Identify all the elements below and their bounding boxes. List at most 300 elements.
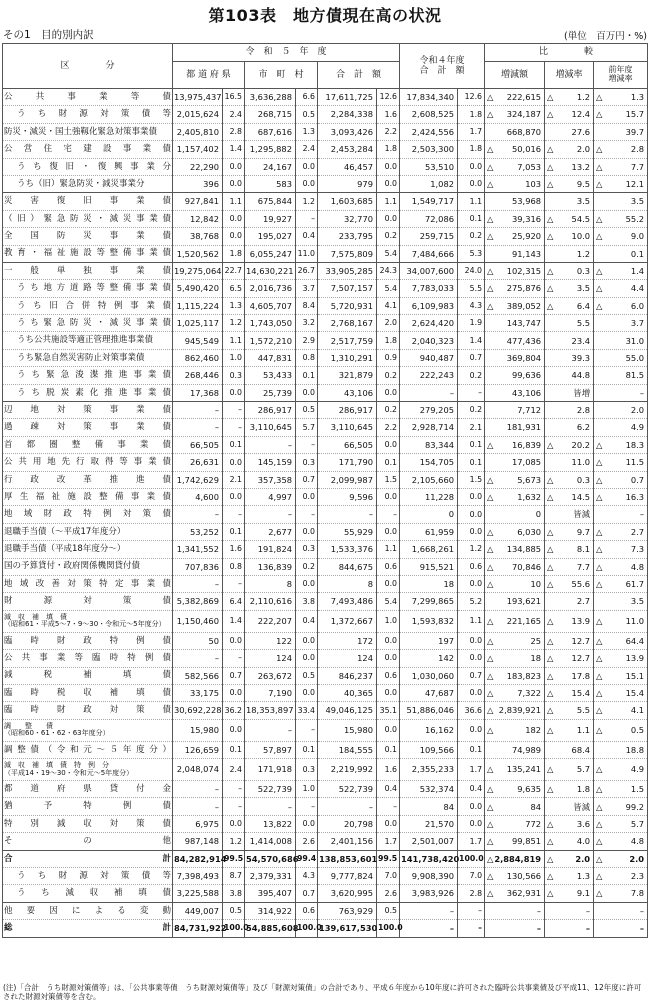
row-label: うち減収補填債 xyxy=(3,885,173,902)
compare-value: – xyxy=(585,923,591,934)
ratio-cell: – xyxy=(377,798,400,815)
compare-value: 4.8 xyxy=(630,836,645,847)
compare-value: 4.8 xyxy=(630,561,645,572)
ratio-cell: 100.0 xyxy=(223,920,245,937)
row-label: 地域財政特例対策債 xyxy=(3,506,173,523)
compare-value: 2.0 xyxy=(575,853,591,864)
compare-cell xyxy=(485,575,545,592)
compare-cell xyxy=(545,781,594,798)
compare-value: – xyxy=(639,509,645,520)
table-row xyxy=(3,541,648,558)
minus-triangle-icon: △ xyxy=(487,853,494,864)
compare-cell xyxy=(545,798,594,815)
row-label: 退職手当債（～平成17年度分） xyxy=(3,523,173,540)
compare-cell xyxy=(485,523,545,540)
compare-cell xyxy=(545,158,594,175)
compare-cell xyxy=(485,332,545,349)
minus-triangle-icon: △ xyxy=(547,265,554,276)
amount-cell: 1,549,717 xyxy=(400,193,458,210)
amount-cell: 915,521 xyxy=(400,558,458,575)
ratio-cell: 0.0 xyxy=(458,798,485,815)
amount-cell: 3,983,926 xyxy=(400,885,458,902)
compare-cell xyxy=(594,702,648,719)
ratio-cell: 0.4 xyxy=(377,781,400,798)
minus-triangle-icon: △ xyxy=(547,526,554,537)
ratio-cell: 0.2 xyxy=(458,367,485,384)
ratio-cell: – xyxy=(296,436,318,453)
amount-cell: 7,507,157 xyxy=(318,280,377,297)
minus-triangle-icon: △ xyxy=(596,687,603,698)
minus-triangle-icon: △ xyxy=(547,213,554,224)
table-row xyxy=(3,297,648,314)
ratio-cell: 1.2 xyxy=(458,541,485,558)
minus-triangle-icon: △ xyxy=(596,109,603,120)
amount-cell: 6,109,983 xyxy=(400,297,458,314)
ratio-cell: 22.7 xyxy=(223,262,245,279)
compare-cell xyxy=(545,262,594,279)
amount-cell: 2,110,616 xyxy=(245,593,296,610)
ratio-cell: 2.1 xyxy=(458,419,485,436)
amount-cell: 395,407 xyxy=(245,885,296,902)
amount-cell: 1,572,210 xyxy=(245,332,296,349)
table-row xyxy=(3,228,648,245)
amount-cell: 25,739 xyxy=(245,384,296,401)
ratio-cell: 1.1 xyxy=(377,541,400,558)
compare-value: 9.1 xyxy=(576,888,591,899)
compare-cell xyxy=(485,650,545,667)
compare-value: 772 xyxy=(525,818,542,829)
compare-cell xyxy=(594,575,648,592)
minus-triangle-icon: △ xyxy=(596,300,603,311)
ratio-cell: 0.6 xyxy=(296,902,318,919)
compare-value: 10 xyxy=(530,578,542,589)
minus-triangle-icon: △ xyxy=(547,561,554,572)
compare-cell xyxy=(485,175,545,192)
compare-cell xyxy=(485,610,545,632)
compare-value: 12.4 xyxy=(571,109,591,120)
ratio-cell: – xyxy=(296,506,318,523)
compare-cell xyxy=(485,141,545,158)
ratio-cell: 0.0 xyxy=(377,523,400,540)
amount-cell: 4,997 xyxy=(245,488,296,505)
ratio-cell: 0.0 xyxy=(458,175,485,192)
amount-cell: 109,566 xyxy=(400,741,458,758)
amount-cell: 46,457 xyxy=(318,158,377,175)
compare-cell xyxy=(485,902,545,919)
ratio-cell: 0.0 xyxy=(223,632,245,649)
amount-cell: 2,219,992 xyxy=(318,759,377,781)
compare-value: 2.0 xyxy=(629,853,645,864)
row-label: 防災・減災・国土強靱化緊急対策事業債 xyxy=(3,123,173,140)
table-row xyxy=(3,280,648,297)
ratio-cell: 0.2 xyxy=(458,228,485,245)
compare-cell xyxy=(545,667,594,684)
ratio-cell: 0.0 xyxy=(458,575,485,592)
compare-cell xyxy=(594,367,648,384)
compare-value: 134,885 xyxy=(506,544,542,555)
compare-value: 7,053 xyxy=(517,161,542,172)
amount-cell: 197 xyxy=(400,632,458,649)
compare-cell xyxy=(485,815,545,832)
ratio-cell: 0.1 xyxy=(458,210,485,227)
ratio-cell: 0.8 xyxy=(296,349,318,366)
table-row xyxy=(3,523,648,540)
amount-cell: 2,099,987 xyxy=(318,471,377,488)
amount-cell: 687,616 xyxy=(245,123,296,140)
ratio-cell: 0.0 xyxy=(377,210,400,227)
ratio-cell: 1.4 xyxy=(223,141,245,158)
compare-value: 91,143 xyxy=(512,248,542,259)
ratio-cell: 5.4 xyxy=(377,280,400,297)
row-label: 減 収 補 填 債 特 例 分 （平成14・19～30・令和元～5年度分） xyxy=(3,759,173,781)
amount-cell: 0 xyxy=(400,506,458,523)
ratio-cell: 2.8 xyxy=(223,123,245,140)
amount-cell: 61,959 xyxy=(400,523,458,540)
compare-value: 4.9 xyxy=(630,422,645,433)
compare-cell xyxy=(594,815,648,832)
amount-cell: 233,795 xyxy=(318,228,377,245)
amount-cell: 171,790 xyxy=(318,454,377,471)
minus-triangle-icon: △ xyxy=(596,853,603,864)
ratio-cell: 6.4 xyxy=(223,593,245,610)
amount-cell: 53,433 xyxy=(245,367,296,384)
minus-triangle-icon: △ xyxy=(487,616,494,627)
ratio-cell: 0.0 xyxy=(223,228,245,245)
compare-value: 7,322 xyxy=(517,687,542,698)
minus-triangle-icon: △ xyxy=(596,231,603,242)
compare-value: 102,315 xyxy=(506,265,542,276)
minus-triangle-icon: △ xyxy=(487,635,494,646)
compare-cell xyxy=(594,384,648,401)
amount-cell: 195,027 xyxy=(245,228,296,245)
table-row xyxy=(3,436,648,453)
ratio-cell: 5.3 xyxy=(458,245,485,262)
amount-cell: – xyxy=(318,506,377,523)
amount-cell: 447,831 xyxy=(245,349,296,366)
compare-value: 7.7 xyxy=(576,561,591,572)
amount-cell: 286,917 xyxy=(318,402,377,419)
amount-cell: 1,414,008 xyxy=(245,833,296,850)
compare-value: 3.5 xyxy=(630,596,645,607)
amount-cell: – xyxy=(245,506,296,523)
ratio-cell: 1.2 xyxy=(223,315,245,332)
amount-cell: 2,015,624 xyxy=(173,106,223,123)
compare-cell xyxy=(485,488,545,505)
compare-value: 2.0 xyxy=(630,405,645,416)
ratio-cell: 0.0 xyxy=(223,488,245,505)
row-label: 国の予算貸付・政府関係機関貸付債 xyxy=(3,558,173,575)
row-label: 調 整 債 （昭和60・61・62・63年度分） xyxy=(3,719,173,741)
compare-cell xyxy=(594,667,648,684)
row-label: 地域改善対策特定事業債 xyxy=(3,575,173,592)
compare-cell xyxy=(545,106,594,123)
ratio-cell: – xyxy=(458,920,485,937)
ratio-cell: 36.2 xyxy=(223,702,245,719)
compare-cell xyxy=(594,419,648,436)
amount-cell: 126,659 xyxy=(173,741,223,758)
table-row xyxy=(3,850,648,867)
compare-cell xyxy=(594,650,648,667)
minus-triangle-icon: △ xyxy=(596,144,603,155)
minus-triangle-icon: △ xyxy=(596,635,603,646)
amount-cell: 7,783,033 xyxy=(400,280,458,297)
table-row xyxy=(3,367,648,384)
compare-value: 10.0 xyxy=(571,231,591,242)
table-row xyxy=(3,488,648,505)
ratio-cell: 2.9 xyxy=(296,332,318,349)
ratio-cell: 0.1 xyxy=(377,741,400,758)
compare-value: 11.5 xyxy=(625,457,645,468)
compare-value: 324,187 xyxy=(506,109,542,120)
header-change: 増減額 xyxy=(485,62,545,89)
amount-cell: 138,853,601 xyxy=(318,850,377,867)
compare-cell xyxy=(594,315,648,332)
ratio-cell: 0.3 xyxy=(296,454,318,471)
amount-cell: 940,487 xyxy=(400,349,458,366)
header-category: 区 分 xyxy=(3,44,173,89)
compare-value: 135,241 xyxy=(506,764,542,775)
minus-triangle-icon: △ xyxy=(596,439,603,450)
amount-cell: 136,839 xyxy=(245,558,296,575)
minus-triangle-icon: △ xyxy=(487,439,494,450)
ratio-cell: 0.7 xyxy=(458,667,485,684)
compare-cell xyxy=(594,349,648,366)
ratio-cell: – xyxy=(296,719,318,741)
compare-cell xyxy=(594,719,648,741)
amount-cell: 24,167 xyxy=(245,158,296,175)
ratio-cell: 0.0 xyxy=(223,175,245,192)
minus-triangle-icon: △ xyxy=(547,871,554,882)
ratio-cell: 0.2 xyxy=(458,402,485,419)
compare-cell xyxy=(594,632,648,649)
compare-value: 12.1 xyxy=(625,179,645,189)
ratio-cell: 0.0 xyxy=(377,650,400,667)
compare-cell xyxy=(545,488,594,505)
ratio-cell: – xyxy=(296,210,318,227)
ratio-cell: 26.7 xyxy=(296,262,318,279)
row-label: 臨時財政対策債 xyxy=(3,702,173,719)
compare-value: 17,085 xyxy=(512,457,542,468)
ratio-cell: 0.0 xyxy=(377,575,400,592)
compare-value: 43,106 xyxy=(512,387,542,398)
compare-value: 2.8 xyxy=(630,144,645,155)
compare-cell xyxy=(545,471,594,488)
amount-cell: 154,705 xyxy=(400,454,458,471)
compare-value: 6.2 xyxy=(576,422,591,433)
ratio-cell: – xyxy=(223,798,245,815)
ratio-cell: – xyxy=(458,902,485,919)
compare-cell xyxy=(545,367,594,384)
row-label: 公営住宅建設事業債 xyxy=(3,141,173,158)
row-label: うち緊急浚渫推進事業債 xyxy=(3,367,173,384)
compare-cell xyxy=(485,632,545,649)
minus-triangle-icon: △ xyxy=(547,616,554,627)
table-row xyxy=(3,610,648,632)
amount-cell: – xyxy=(173,419,223,436)
amount-cell: – xyxy=(318,798,377,815)
ratio-cell: 2.4 xyxy=(223,106,245,123)
compare-cell xyxy=(545,850,594,867)
minus-triangle-icon: △ xyxy=(596,474,603,485)
minus-triangle-icon: △ xyxy=(547,705,554,716)
amount-cell: – xyxy=(173,575,223,592)
ratio-cell: 1.7 xyxy=(458,759,485,781)
minus-triangle-icon: △ xyxy=(487,561,494,572)
ratio-cell: 0.1 xyxy=(458,741,485,758)
amount-cell: 53,252 xyxy=(173,523,223,540)
compare-cell xyxy=(485,558,545,575)
minus-triangle-icon: △ xyxy=(487,687,494,698)
row-label: 臨時財政特例債 xyxy=(3,632,173,649)
table-row xyxy=(3,402,648,419)
ratio-cell: 0.0 xyxy=(296,523,318,540)
amount-cell: 2,503,300 xyxy=(400,141,458,158)
row-label: うち脱炭素化推進事業債 xyxy=(3,384,173,401)
row-label: 財源対策債 xyxy=(3,593,173,610)
ratio-cell: 0.1 xyxy=(296,741,318,758)
ratio-cell: 8.4 xyxy=(296,297,318,314)
compare-value: 15.4 xyxy=(625,687,645,698)
section-subtitle: その1 目的別内訳 xyxy=(3,29,94,41)
compare-cell xyxy=(594,902,648,919)
compare-value: 362,931 xyxy=(506,888,542,899)
ratio-cell: 1.3 xyxy=(223,297,245,314)
minus-triangle-icon: △ xyxy=(547,635,554,646)
amount-cell: 844,675 xyxy=(318,558,377,575)
ratio-cell: 2.8 xyxy=(458,885,485,902)
ratio-cell: 0.4 xyxy=(296,228,318,245)
minus-triangle-icon: △ xyxy=(487,653,494,664)
amount-cell: 2,608,525 xyxy=(400,106,458,123)
compare-cell xyxy=(485,506,545,523)
ratio-cell: 0.0 xyxy=(458,523,485,540)
compare-cell xyxy=(545,593,594,610)
row-label: その他 xyxy=(3,833,173,850)
ratio-cell: 3.7 xyxy=(296,280,318,297)
compare-value: 3.5 xyxy=(576,283,591,294)
row-label: 行政改革推進債 xyxy=(3,471,173,488)
compare-cell xyxy=(594,262,648,279)
compare-value: 20.2 xyxy=(571,439,591,450)
compare-value: 23.4 xyxy=(571,335,591,346)
amount-cell: 141,738,420 xyxy=(400,850,458,867)
ratio-cell: 100.0 xyxy=(458,850,485,867)
amount-cell: 763,929 xyxy=(318,902,377,919)
ratio-cell: 0.0 xyxy=(458,650,485,667)
amount-cell: – xyxy=(400,920,458,937)
table-row xyxy=(3,593,648,610)
compare-cell xyxy=(594,210,648,227)
ratio-cell: – xyxy=(223,781,245,798)
compare-value: 25 xyxy=(530,635,542,646)
amount-cell: 1,295,882 xyxy=(245,141,296,158)
minus-triangle-icon: △ xyxy=(596,801,603,812)
compare-value: 99.2 xyxy=(625,801,645,812)
minus-triangle-icon: △ xyxy=(547,300,554,311)
ratio-cell: 1.8 xyxy=(458,141,485,158)
amount-cell: 172 xyxy=(318,632,377,649)
row-label: 厚生福祉施設整備事業債 xyxy=(3,488,173,505)
ratio-cell: 0.0 xyxy=(377,815,400,832)
compare-value: 9.0 xyxy=(630,231,645,242)
amount-cell: 17,834,340 xyxy=(400,89,458,106)
compare-cell xyxy=(545,297,594,314)
compare-cell xyxy=(545,419,594,436)
compare-cell xyxy=(485,833,545,850)
compare-value: 39.3 xyxy=(571,352,591,363)
minus-triangle-icon: △ xyxy=(487,109,494,120)
ratio-cell: 1.7 xyxy=(458,833,485,850)
ratio-cell: 0.1 xyxy=(223,741,245,758)
table-row xyxy=(3,815,648,832)
compare-cell xyxy=(545,541,594,558)
compare-cell xyxy=(545,575,594,592)
amount-cell: 2,284,338 xyxy=(318,106,377,123)
amount-cell: 675,844 xyxy=(245,193,296,210)
table-row xyxy=(3,650,648,667)
compare-cell xyxy=(545,123,594,140)
amount-cell: 7,190 xyxy=(245,684,296,701)
ratio-cell: 1.8 xyxy=(458,106,485,123)
compare-value: 44.8 xyxy=(571,370,591,381)
compare-cell xyxy=(485,193,545,210)
ratio-cell: 5.2 xyxy=(458,593,485,610)
minus-triangle-icon: △ xyxy=(596,283,603,294)
ratio-cell: 100.0 xyxy=(296,920,318,937)
amount-cell: 2,040,323 xyxy=(400,332,458,349)
compare-cell xyxy=(594,228,648,245)
ratio-cell: 1.0 xyxy=(296,781,318,798)
compare-value: 12.7 xyxy=(571,653,591,664)
amount-cell: 3,636,288 xyxy=(245,89,296,106)
ratio-cell: 0.1 xyxy=(377,454,400,471)
compare-cell xyxy=(545,384,594,401)
compare-value: 4.4 xyxy=(630,283,645,294)
row-label: 辺地対策事業債 xyxy=(3,402,173,419)
compare-cell xyxy=(594,193,648,210)
compare-value: 3.5 xyxy=(630,196,645,207)
row-label: うち財源対策債等 xyxy=(3,868,173,885)
amount-cell: 268,446 xyxy=(173,367,223,384)
minus-triangle-icon: △ xyxy=(487,283,494,294)
compare-value: 皆増 xyxy=(573,387,591,398)
compare-cell xyxy=(594,89,648,106)
row-label: うち財源対策債等 xyxy=(3,106,173,123)
amount-cell: 286,917 xyxy=(245,402,296,419)
compare-value: 3.5 xyxy=(576,196,591,207)
compare-cell xyxy=(485,402,545,419)
minus-triangle-icon: △ xyxy=(487,578,494,589)
row-label: 公共事業等債 xyxy=(3,89,173,106)
ratio-cell: 0.4 xyxy=(296,610,318,632)
ratio-cell: 1.3 xyxy=(296,123,318,140)
compare-cell xyxy=(545,759,594,781)
minus-triangle-icon: △ xyxy=(487,161,494,172)
compare-value: 6,030 xyxy=(517,526,542,537)
compare-value: 1.2 xyxy=(576,92,591,103)
row-label: 全国防災事業債 xyxy=(3,228,173,245)
ratio-cell: 0.0 xyxy=(223,719,245,741)
amount-cell: 33,175 xyxy=(173,684,223,701)
ratio-cell: 2.4 xyxy=(296,141,318,158)
ratio-cell: 2.6 xyxy=(296,833,318,850)
ratio-cell: 0.5 xyxy=(296,667,318,684)
ratio-cell: 0.4 xyxy=(458,781,485,798)
row-label: 一般単独事業債 xyxy=(3,262,173,279)
amount-cell: 47,687 xyxy=(400,684,458,701)
amount-cell: 532,374 xyxy=(400,781,458,798)
amount-cell: 1,533,376 xyxy=(318,541,377,558)
